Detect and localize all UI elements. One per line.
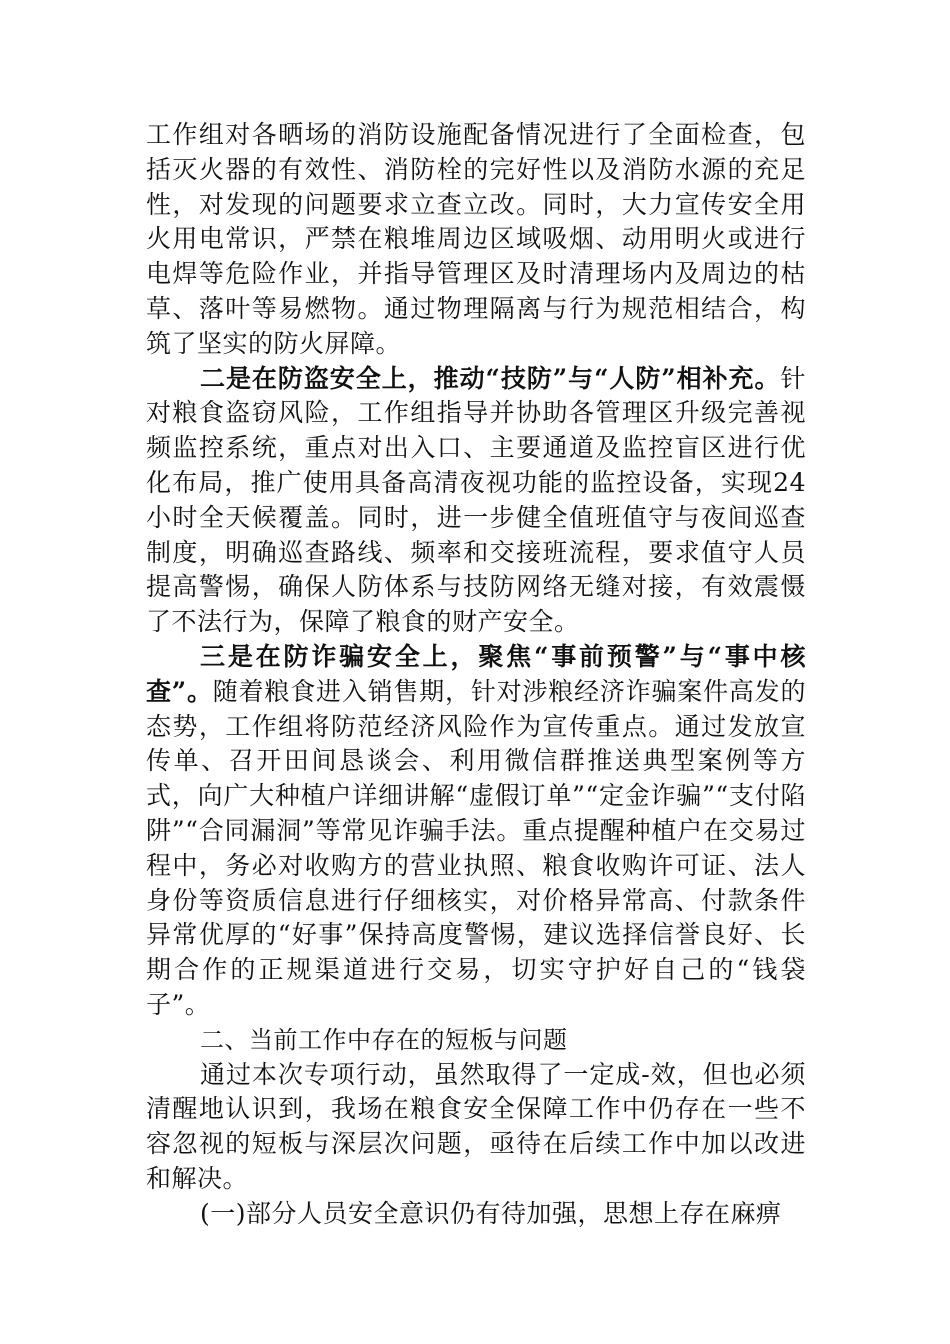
paragraph-problems-intro: 通过本次专项行动，虽然取得了一定成-效，但也必须清醒地认识到，我场在粮食安全保障工作中仍存在一些不容忽视的短板与深层次问题，亟待在后续工作中加以改进和解决。 xyxy=(146,1059,806,1193)
paragraph-fraud-safety xyxy=(146,640,806,1023)
theft-safety-heading: 二是在防盗安全上，推动“技防”与“人防”相补充。 xyxy=(200,363,781,393)
section-heading-problems: 二、当前工作中存在的短板与问题 xyxy=(200,1025,568,1054)
paragraph-problem-one: (一)部分人员安全意识仍有待加强，思想上存在麻痹 xyxy=(200,1198,782,1228)
fraud-safety-body: 随着粮食进入销售期，针对涉粮经济诈骗案件高发的态势，工作组将防范经济风险作为宣传重点。通过发放宣传单、召开田间恳谈会、利用微信群推送典型案例等方式，向广大种植户详细讲解“虚假订单”“定金诈骗”“支付陷阱”“合同漏洞”等常见诈骗手法。重点提醒种植户在交易过程中，务必对收购方的营业执照、粮食收购许可证、法人身份等资质信息进行仔细核实，对价格异常高、付款条件异常优厚的“好事”保持高度警惕，建议选择信誉良好、长期合作的正规渠道进行交易，切实守护好自己的“钱袋子”。 xyxy=(146,676,806,1019)
paragraph-fire-safety: 工作组对各晒场的消防设施配备情况进行了全面检查，包括灭火器的有效性、消防栓的完好性以及消防水源的充足性，对发现的问题要求立查立改。同时，大力宣传安全用火用电常识，严禁在粮堆周边区域吸烟、动用明火或进行电焊等危险作业，并指导管理区及时清理场内及周边的枯草、落叶等易燃物。通过物理隔离与行为规范相结合，构筑了坚实的防火屏障。 xyxy=(146,120,806,358)
fraud-safety-heading: 三是在防诈骗安全上，聚焦“事前预警”与“事中核查”。 xyxy=(146,641,806,706)
paragraph-theft-safety xyxy=(146,362,806,640)
document-body xyxy=(146,118,806,1232)
theft-safety-body: 针对粮食盗窃风险，工作组指导并协助各管理区升级完善视频监控系统，重点对出入口、主要通道及监控盲区进行优化布局，推广使用具备高清夜视功能的监控设备，实现24小时全天候覆盖。同时，进一步健全值班值守与夜间巡查制度，明确巡查路线、频率和交接班流程，要求值守人员提高警惕，确保人防体系与技防网络无缝对接，有效震慑了不法行为，保障了粮食的财产安全。 xyxy=(146,363,806,637)
